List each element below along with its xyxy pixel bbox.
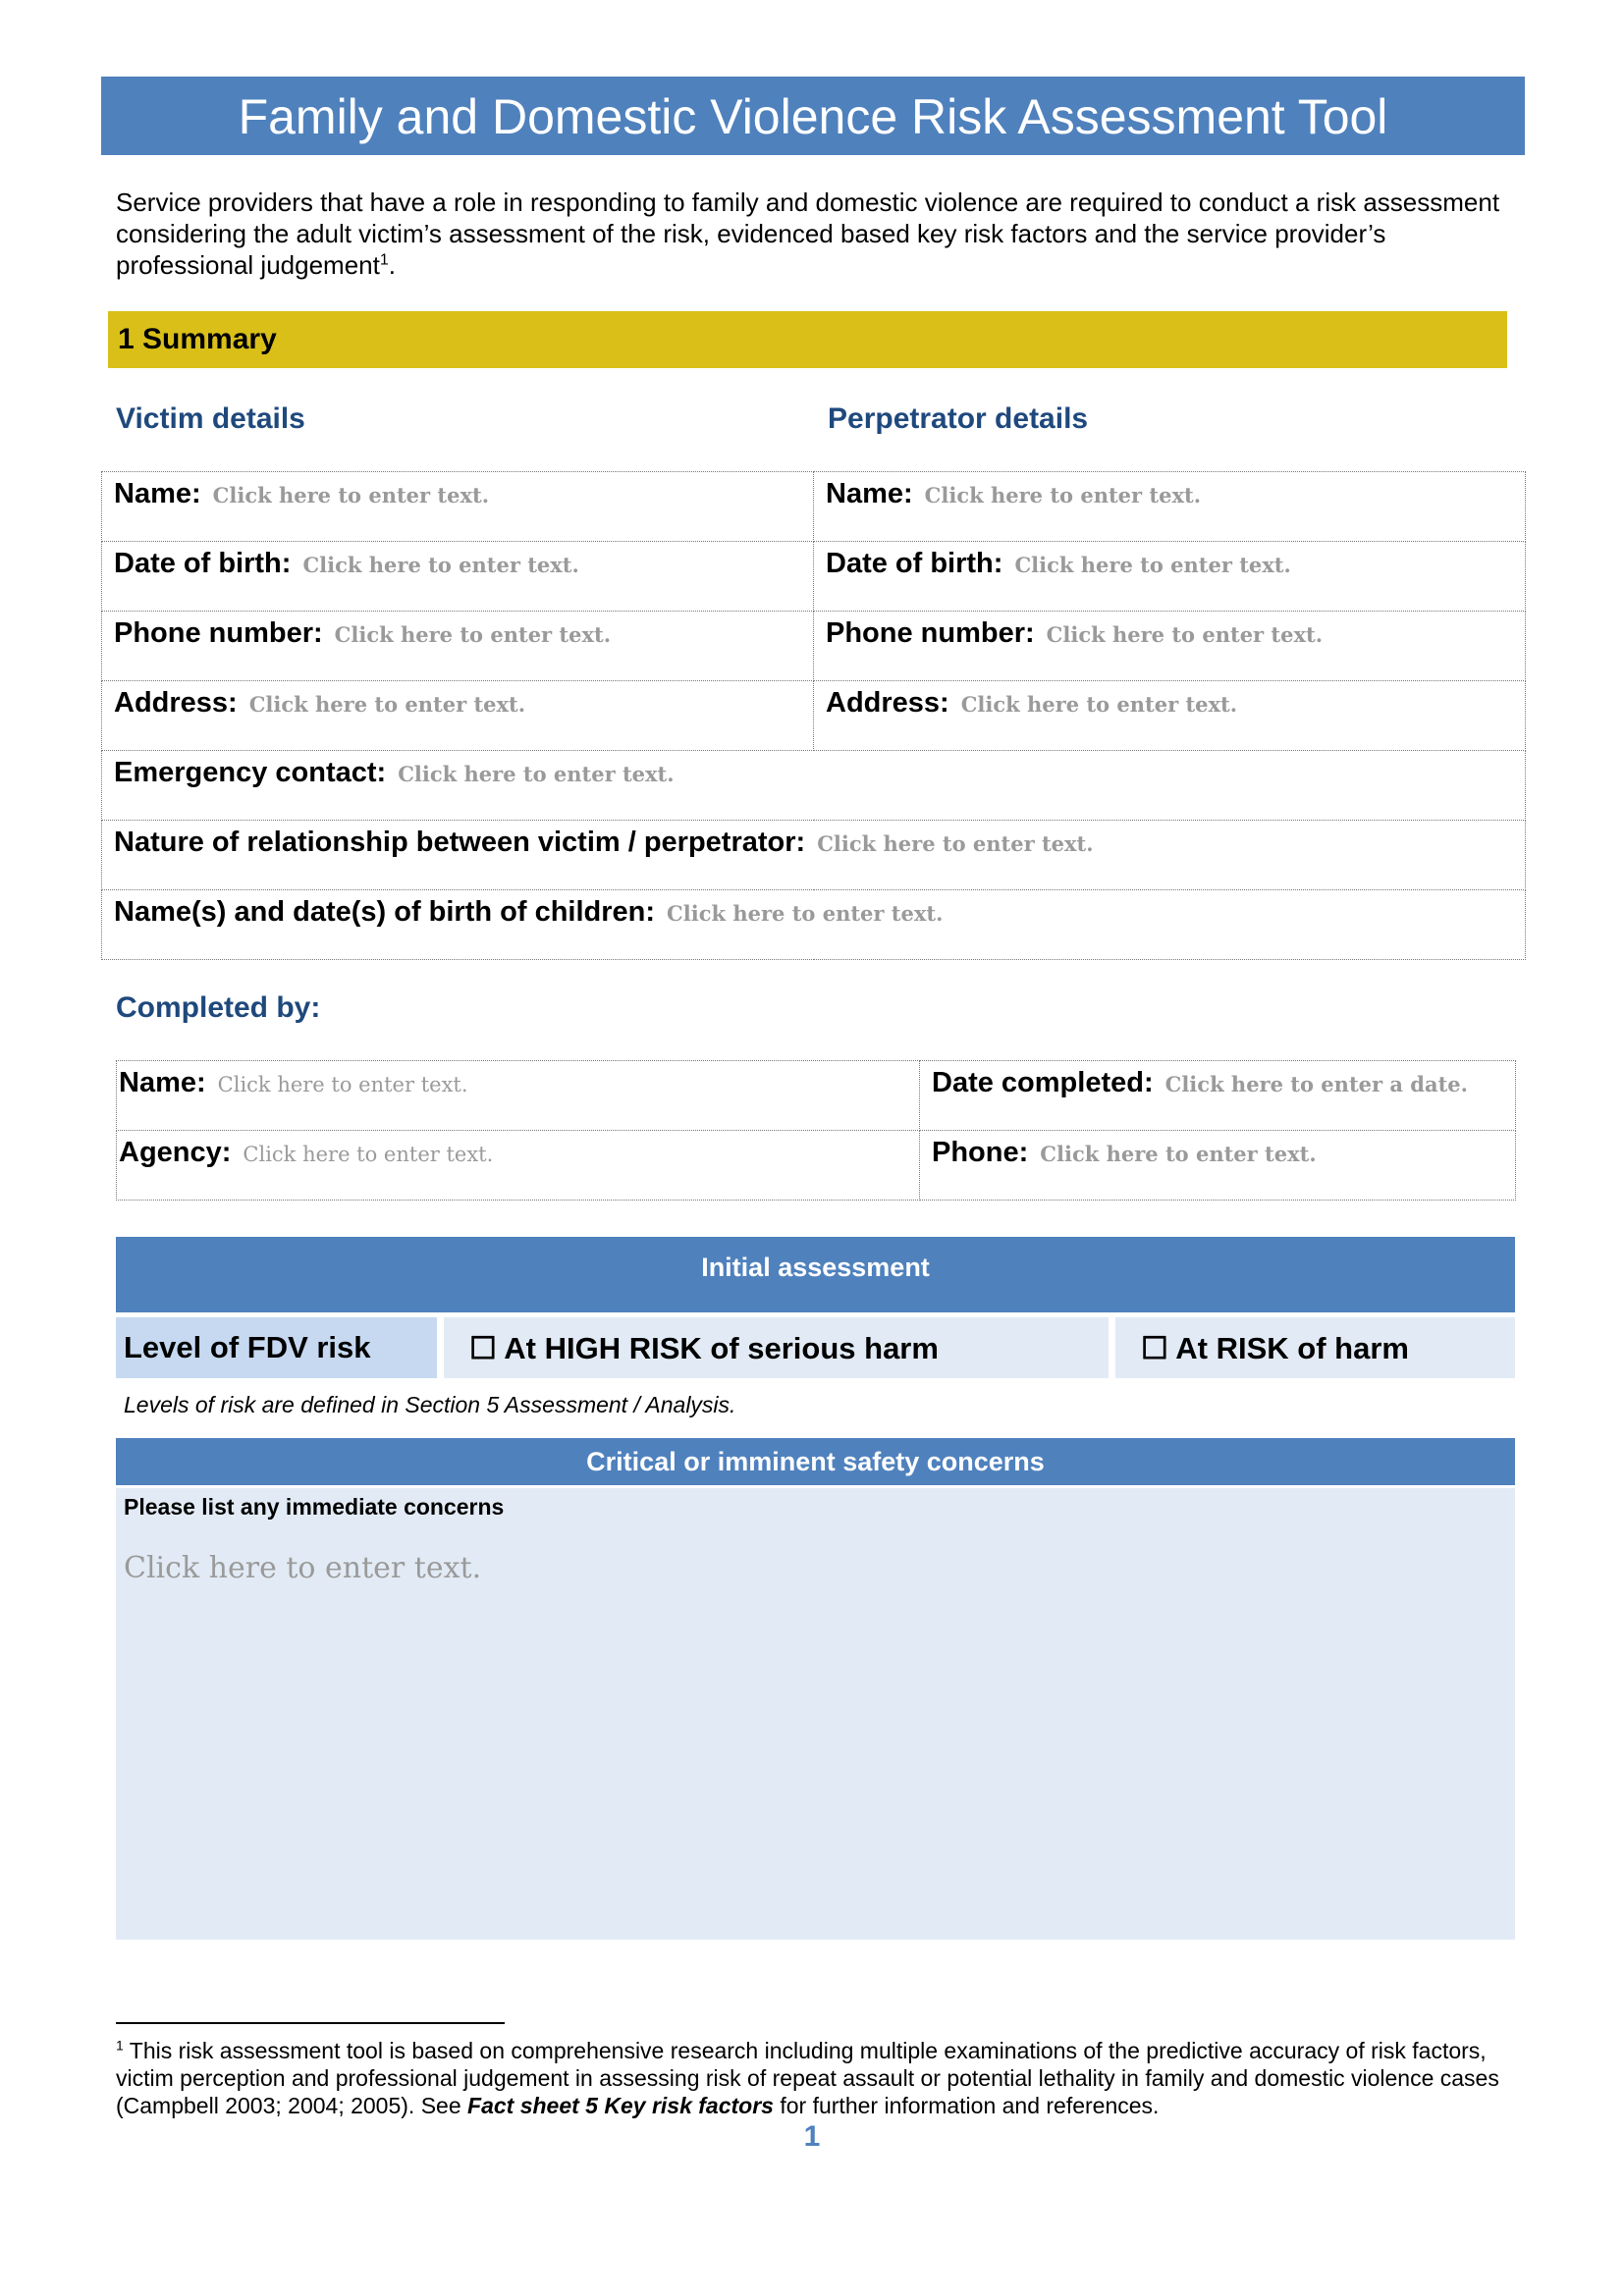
concerns-input[interactable]: Click here to enter text. bbox=[124, 1551, 482, 1585]
victim-phone-cell bbox=[102, 612, 814, 681]
agency-label: Agency: bbox=[119, 1137, 232, 1168]
high-risk-option[interactable] bbox=[444, 1317, 1109, 1378]
fdv-risk-level-label: Level of FDV risk bbox=[116, 1317, 437, 1378]
risk-option[interactable] bbox=[1115, 1317, 1515, 1378]
date-completed-label: Date completed: bbox=[932, 1067, 1154, 1098]
table-row bbox=[102, 681, 1526, 751]
perpetrator-address-input[interactable]: Click here to enter text. bbox=[960, 692, 1238, 717]
perpetrator-dob-label: Date of birth: bbox=[826, 548, 1003, 579]
section-summary-heading: 1 Summary bbox=[108, 311, 1507, 368]
emergency-contact-label: Emergency contact: bbox=[114, 757, 387, 788]
high-risk-label: At HIGH RISK of serious harm bbox=[504, 1331, 939, 1365]
emergency-contact-cell bbox=[102, 751, 1526, 821]
date-completed-cell bbox=[920, 1061, 1516, 1131]
victim-address-cell bbox=[102, 681, 814, 751]
footnote-emphasis: Fact sheet 5 Key risk factors bbox=[467, 2093, 774, 2118]
completer-phone-label: Phone: bbox=[932, 1137, 1029, 1168]
table-row bbox=[102, 751, 1526, 821]
table-row bbox=[102, 612, 1526, 681]
victim-phone-label: Phone number: bbox=[114, 617, 323, 649]
victim-address-label: Address: bbox=[114, 687, 238, 719]
completed-by-table bbox=[116, 1060, 1516, 1201]
agency-input[interactable]: Click here to enter text. bbox=[243, 1143, 494, 1166]
perpetrator-dob-cell bbox=[814, 542, 1526, 612]
risk-levels-note: Levels of risk are defined in Section 5 Assessment / Analysis. bbox=[124, 1392, 736, 1417]
table-row bbox=[117, 1131, 1516, 1201]
footnote-text: This risk assessment tool is based on comprehensive research including multiple examinations of the predictive accuracy of risk factors, victim perception and professional judgement in assessing risk of repeat assault or potential lethality in family and domestic violence cases (Campbell 2003; 2004; 2005). See bbox=[116, 2038, 1499, 2118]
perpetrator-address-cell bbox=[814, 681, 1526, 751]
completer-name-input[interactable]: Click here to enter text. bbox=[217, 1073, 468, 1096]
page-number: 1 bbox=[803, 2120, 821, 2153]
footnote-tail: for further information and references. bbox=[773, 2093, 1160, 2118]
footnote-number: 1 bbox=[116, 2037, 124, 2054]
completer-name-cell bbox=[117, 1061, 920, 1131]
table-row bbox=[102, 472, 1526, 542]
victim-name-input[interactable]: Click here to enter text. bbox=[212, 483, 490, 507]
document-title: Family and Domestic Violence Risk Assessment Tool bbox=[101, 77, 1525, 155]
completed-by-heading: Completed by: bbox=[116, 991, 321, 1024]
footnote bbox=[116, 2037, 1535, 2119]
perpetrator-details-heading: Perpetrator details bbox=[828, 402, 1089, 435]
critical-concerns-header: Critical or imminent safety concerns bbox=[116, 1438, 1515, 1485]
perpetrator-phone-cell bbox=[814, 612, 1526, 681]
intro-end: . bbox=[388, 250, 396, 280]
intro-text: Service providers that have a role in responding to family and domestic violence are required to conduct a risk assessment considering the adult victim’s assessment of the risk, evidenced based key risk factors and the service provider’s professional judgement bbox=[116, 187, 1500, 280]
perpetrator-address-label: Address: bbox=[826, 687, 949, 719]
agency-cell bbox=[117, 1131, 920, 1201]
victim-name-cell bbox=[102, 472, 814, 542]
victim-name-label: Name: bbox=[114, 478, 201, 509]
relationship-label: Nature of relationship between victim / perpetrator: bbox=[114, 827, 806, 858]
perpetrator-name-input[interactable]: Click here to enter text. bbox=[924, 483, 1202, 507]
victim-details-heading: Victim details bbox=[116, 402, 305, 435]
relationship-cell bbox=[102, 821, 1526, 890]
victim-dob-input[interactable]: Click here to enter text. bbox=[302, 553, 579, 577]
risk-checkbox[interactable]: ☐ bbox=[1141, 1331, 1168, 1365]
emergency-contact-input[interactable]: Click here to enter text. bbox=[398, 762, 675, 786]
children-input[interactable]: Click here to enter text. bbox=[667, 901, 944, 926]
table-row bbox=[102, 821, 1526, 890]
completer-phone-cell bbox=[920, 1131, 1516, 1201]
completer-name-label: Name: bbox=[119, 1067, 206, 1098]
intro-paragraph bbox=[116, 187, 1530, 281]
table-row bbox=[102, 542, 1526, 612]
perpetrator-dob-input[interactable]: Click here to enter text. bbox=[1014, 553, 1291, 577]
intro-footnote-ref: 1 bbox=[379, 251, 389, 269]
date-completed-input[interactable]: Click here to enter a date. bbox=[1164, 1072, 1468, 1096]
footnote-divider bbox=[116, 2022, 505, 2024]
children-cell bbox=[102, 890, 1526, 960]
table-row bbox=[117, 1061, 1516, 1131]
completer-phone-input[interactable]: Click here to enter text. bbox=[1040, 1142, 1317, 1166]
children-label: Name(s) and date(s) of birth of children: bbox=[114, 896, 656, 928]
victim-address-input[interactable]: Click here to enter text. bbox=[248, 692, 526, 717]
concerns-label: Please list any immediate concerns bbox=[124, 1494, 505, 1520]
risk-label: At RISK of harm bbox=[1175, 1331, 1409, 1365]
victim-phone-input[interactable]: Click here to enter text. bbox=[334, 622, 612, 647]
victim-dob-label: Date of birth: bbox=[114, 548, 292, 579]
relationship-input[interactable]: Click here to enter text. bbox=[817, 831, 1094, 856]
perpetrator-phone-label: Phone number: bbox=[826, 617, 1035, 649]
perpetrator-name-cell bbox=[814, 472, 1526, 542]
summary-table bbox=[101, 471, 1526, 960]
table-row bbox=[102, 890, 1526, 960]
initial-assessment-header: Initial assessment bbox=[116, 1237, 1515, 1312]
high-risk-checkbox[interactable]: ☐ bbox=[469, 1331, 497, 1365]
perpetrator-phone-input[interactable]: Click here to enter text. bbox=[1046, 622, 1324, 647]
victim-dob-cell bbox=[102, 542, 814, 612]
perpetrator-name-label: Name: bbox=[826, 478, 913, 509]
